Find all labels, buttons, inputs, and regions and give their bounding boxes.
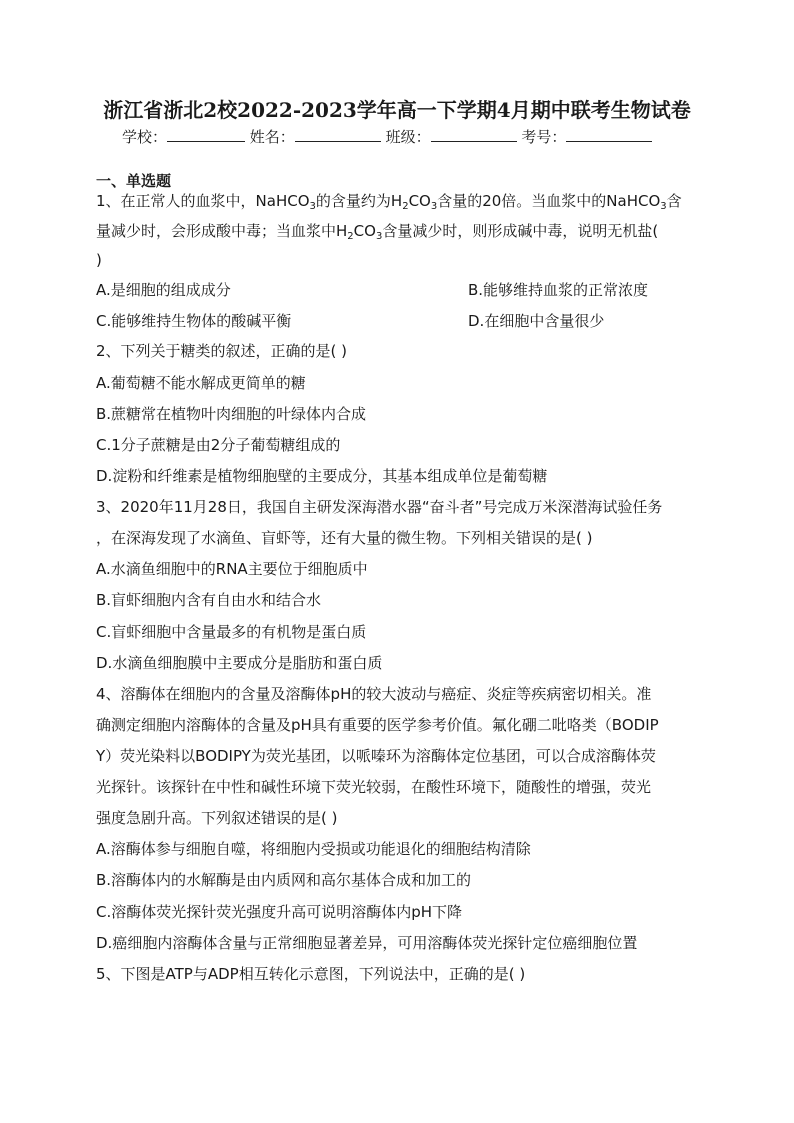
q3-option-b: B.盲虾细胞内含有自由水和结合水 [96, 591, 322, 609]
school-blank [167, 127, 245, 142]
q1-option-c: C.能够维持生物体的酸碱平衡 [96, 312, 292, 330]
q3-line-1: 3、2020年11月28日，我国自主研发深海潜水器“奋斗者”号完成万米深潜海试验任务 [96, 498, 663, 516]
q4-option-c: C.溶酶体荧光探针荧光强度升高可说明溶酶体内pH下降 [96, 903, 463, 921]
page-title: 浙江省浙北2校2022-2023学年高一下学期4月期中联考生物试卷 [103, 98, 691, 122]
name-label: 姓名： [249, 128, 295, 146]
q4-line-4: 光探针。该探针在中性和碱性环境下荧光较弱，在酸性环境下，随酸性的增强，荧光 [96, 778, 652, 796]
q5-stem: 5、下图是ATP与ADP相互转化示意图，下列说法中，正确的是( ) [96, 965, 526, 983]
q4-line-5: 强度急剧升高。下列叙述错误的是( ) [96, 809, 338, 827]
section-heading: 一、单选题 [96, 172, 172, 190]
q4-option-d: D.癌细胞内溶酶体含量与正常细胞显著差异，可用溶酶体荧光探针定位癌细胞位置 [96, 934, 638, 952]
q1-option-d: D.在细胞中含量很少 [468, 312, 605, 330]
q3-option-a: A.水滴鱼细胞中的RNA主要位于细胞质中 [96, 560, 368, 578]
q4-option-a: A.溶酶体参与细胞自噬，将细胞内受损或功能退化的细胞结构清除 [96, 840, 531, 858]
q4-line-2: 确测定细胞内溶酶体的含量及pH具有重要的医学参考价值。氟化硼二吡咯类（BODIP [96, 716, 659, 734]
q2-option-c: C.1分子蔗糖是由2分子葡萄糖组成的 [96, 436, 341, 454]
q2-stem: 2、下列关于糖类的叙述，正确的是( ) [96, 342, 348, 360]
q4-line-1: 4、溶酶体在细胞内的含量及溶酶体pH的较大波动与癌症、炎症等疾病密切相关。准 [96, 685, 652, 703]
q1-line-3: ) [96, 251, 102, 269]
q1-option-a: A.是细胞的组成成分 [96, 281, 231, 299]
name-blank [295, 127, 381, 142]
class-blank [431, 127, 517, 142]
exam-number-label: 考号： [521, 128, 567, 146]
school-label: 学校： [122, 128, 168, 146]
q3-option-d: D.水滴鱼细胞膜中主要成分是脂肪和蛋白质 [96, 654, 383, 672]
q2-option-a: A.葡萄糖不能水解成更简单的糖 [96, 374, 306, 392]
q2-option-d: D.淀粉和纤维素是植物细胞壁的主要成分，其基本组成单位是葡萄糖 [96, 467, 548, 485]
class-label: 班级： [385, 128, 431, 146]
q4-option-b: B.溶酶体内的水解酶是由内质网和高尔基体合成和加工的 [96, 871, 472, 889]
q3-line-2: ，在深海发现了水滴鱼、盲虾等，还有大量的微生物。下列相关错误的是( ) [96, 529, 593, 547]
q2-option-b: B.蔗糖常在植物叶肉细胞的叶绿体内合成 [96, 405, 367, 423]
exam-number-blank [566, 127, 652, 142]
q4-line-3: Y）荧光染料以BODIPY为荧光基团，以哌嗪环为溶酶体定位基团，可以合成溶酶体荧 [96, 747, 656, 765]
q1-line-2: 量减少时，会形成酸中毒；当血浆中$H_2CO_3$含量减少时，则形成碱中毒，说明无机盐( [96, 222, 659, 242]
q1-line-1: 1、在正常人的血浆中，NaHCO$_3$的含量约为$H_2CO_3$含量的20倍。当血浆中的NaHCO$_3$含 [96, 192, 682, 212]
student-info-row [122, 126, 682, 147]
q1-options-row-1 [96, 280, 700, 300]
q1-option-b: B.能够维持血浆的正常浓度 [468, 281, 649, 299]
q3-option-c: C.盲虾细胞中含量最多的有机物是蛋白质 [96, 623, 367, 641]
q1-options-row-2 [96, 311, 700, 331]
